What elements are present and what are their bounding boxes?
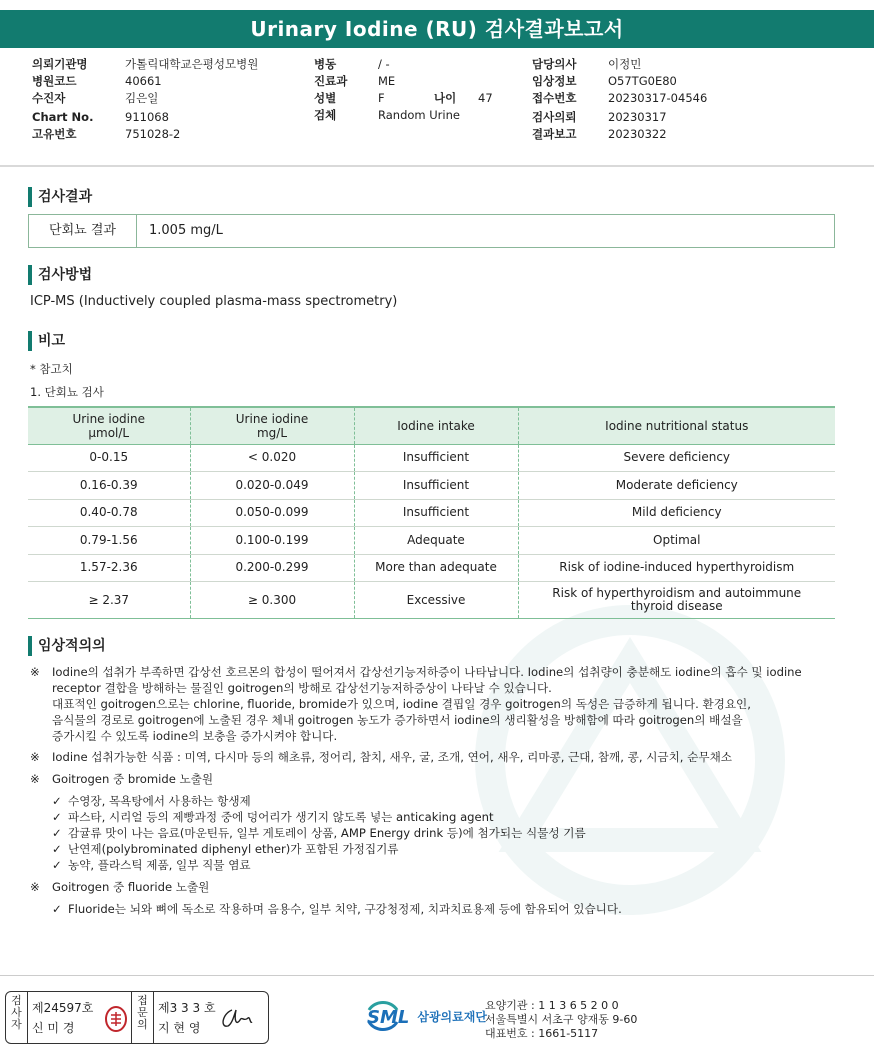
check-icon: ✓	[52, 826, 62, 840]
table-row: 0.79-1.56 0.100-0.199 Adequate Optimal	[28, 527, 835, 555]
fluoride-list	[52, 901, 622, 917]
clinical-paragraph-2: ※ Iodine 섭취가능한 식품 : 미역, 다시마 등의 해초류, 정어리, 참치, 새우, 굴, 조개, 연어, 새우, 리마콩, 근대, 참깨, 콩, 시금치, 순무채소	[30, 750, 732, 764]
header-label: 병동	[314, 57, 337, 71]
sig1-cell	[28, 992, 132, 1043]
table-row: 0-0.15 < 0.020 Insufficient Severe deficiency	[28, 444, 835, 472]
header-label: 수진자	[32, 91, 66, 105]
header-label: 병원코드	[32, 74, 77, 88]
check-icon: ✓	[52, 810, 62, 824]
col-header-intake: Iodine intake	[354, 407, 518, 444]
method-text: ICP-MS (Inductively coupled plasma-mass spectrometry)	[30, 294, 398, 309]
clinical-paragraph-3: ※ Goitrogen 중 bromide 노출원	[30, 772, 214, 786]
sig1-license: 제24597호	[32, 1001, 94, 1015]
sig2-name: 지 현 영	[158, 1021, 201, 1035]
header-value: F	[378, 91, 385, 105]
sig2-license: 제3 3 3 호	[158, 1001, 216, 1015]
clinical-paragraph-4: ※ Goitrogen 중 fluoride 노출원	[30, 880, 210, 894]
header-value: 20230317	[608, 110, 667, 124]
check-icon: ✓	[52, 902, 62, 916]
list-item: ✓ 농약, 플라스틱 제품, 일부 직물 염료	[52, 858, 251, 872]
header-value: 20230317-04546	[608, 91, 708, 105]
header-label: 검체	[314, 108, 337, 122]
header-value: 가톨릭대학교은평성모병원	[125, 57, 259, 71]
sig1-title: 검 사 자	[6, 992, 28, 1043]
footer-divider	[0, 975, 874, 976]
section-clinical-title: 임상적의의	[28, 636, 106, 656]
table-row: 1.57-2.36 0.200-0.299 More than adequate Risk of iodine-induced hyperthyroidism	[28, 554, 835, 582]
col-header-mgl: Urine iodine mg/L	[190, 407, 354, 444]
header-label: 검사의뢰	[532, 110, 577, 124]
section-remark-title: 비고	[28, 331, 65, 351]
header-label: 성별	[314, 91, 337, 105]
sml-logo-text: SML	[367, 1006, 410, 1028]
header-value: 이정민	[608, 57, 642, 71]
check-icon: ✓	[52, 858, 62, 872]
clinical-paragraph-1: ※ Iodine의 섭취가 부족하면 갑상선 호르몬의 합성이 떨어져서 갑상선기능저하증이 나타납니다. Iodine의 섭취량이 충분해도 iodine의 흡수 및 iodine receptor 결합을 방해하는 물질인 goitrogen의 방해로 갑상선기능저하증상이 나타날 수 있습니다. 대표적인 goitrogen으로는 chlorine, fluoride, bromide가 있으며, iodine 결핍일 경우 goitrogen의 독성은 급증하게 됩니다. 환경요인, 음식물의 경로로 goitrogen에 노출된 경우 체내 goitrogen 농도가 증가하면서 iodine의 생리활성을 방해함에 따라 goitrogen의 배설을 증가시킬 수 있도록 iodine의 보충을 증가시켜야 합니다.	[30, 665, 802, 743]
col-header-umol: Urine iodine μmol/L	[28, 407, 190, 444]
header-label: 접수번호	[532, 91, 577, 105]
header-label: 진료과	[314, 74, 348, 88]
header-value: 911068	[125, 110, 169, 124]
list-item: ✓ 수영장, 목욕탕에서 사용하는 항생제	[52, 794, 251, 808]
header-value: 김은일	[125, 91, 159, 105]
header-label: 의뢰기관명	[32, 57, 88, 71]
col-header-status: Iodine nutritional status	[518, 407, 835, 444]
check-icon: ✓	[52, 842, 62, 856]
sig2-title: 접 문 의	[132, 992, 154, 1043]
header-label: 결과보고	[532, 127, 577, 141]
age-label: 나이	[434, 91, 457, 105]
header-label: 담당의사	[532, 57, 577, 71]
header-value: 20230322	[608, 127, 667, 141]
section-result-title: 검사결과	[28, 187, 92, 207]
header-label: Chart No.	[32, 110, 94, 124]
header-value: / -	[378, 57, 390, 71]
header-label: 고유번호	[32, 127, 77, 141]
list-item: ✓ 난연제(polybrominated diphenyl ether)가 포함된 가정집기류	[52, 842, 399, 856]
result-box	[28, 214, 835, 248]
list-item: ✓ Fluoride는 뇌와 뼈에 독소로 작용하며 음용수, 일부 치약, 구강청정제, 치과치료용제 등에 함유되어 있습니다.	[52, 902, 622, 916]
sig1-name: 신 미 경	[32, 1021, 75, 1035]
header-value: 40661	[125, 74, 162, 88]
header-divider	[0, 165, 874, 167]
header-value: O57TG0E80	[608, 74, 677, 88]
header-label: 임상정보	[532, 74, 577, 88]
list-item: ✓ 감귤류 맛이 나는 음료(마운틴듀, 일부 게토레이 상품, AMP Energy drink 등)에 첨가되는 식물성 기름	[52, 826, 586, 840]
reference-table	[28, 406, 835, 619]
reference-subtitle: 1. 단회뇨 검사	[30, 385, 104, 399]
signature-icon	[218, 1006, 254, 1032]
reference-label: * 참고치	[30, 362, 73, 376]
sml-logo	[365, 1000, 487, 1032]
sml-org-name: 삼광의료재단	[417, 1009, 487, 1024]
table-header-row	[28, 407, 835, 444]
result-label: 단회뇨 결과	[29, 215, 137, 247]
header-value: Random Urine	[378, 108, 460, 122]
bromide-list	[52, 793, 586, 873]
header-value: 751028-2	[125, 127, 181, 141]
list-item: ✓ 파스타, 시리얼 등의 제빵과정 중에 덩어리가 생기지 않도록 넣는 anticaking agent	[52, 810, 494, 824]
signature-box	[5, 991, 269, 1044]
table-row: 0.40-0.78 0.050-0.099 Insufficient Mild deficiency	[28, 499, 835, 527]
section-method-title: 검사방법	[28, 265, 92, 285]
footer-address: 요양기관 : 1 1 3 6 5 2 0 0 서울특별시 서초구 양재동 9-60 대표번호 : 1661-5117	[485, 999, 638, 1040]
header-value: ME	[378, 74, 396, 88]
sig2-cell	[154, 992, 264, 1043]
result-value: 1.005 mg/L	[149, 223, 223, 238]
table-row: ≥ 2.37 ≥ 0.300 Excessive Risk of hyperthyroidism and autoimmune thyroid disease	[28, 582, 835, 619]
report-title: Urinary Iodine (RU) 검사결과보고서	[0, 10, 874, 48]
seal-icon	[104, 1006, 128, 1032]
check-icon: ✓	[52, 794, 62, 808]
age-value: 47	[478, 91, 493, 105]
table-row: 0.16-0.39 0.020-0.049 Insufficient Moderate deficiency	[28, 472, 835, 500]
